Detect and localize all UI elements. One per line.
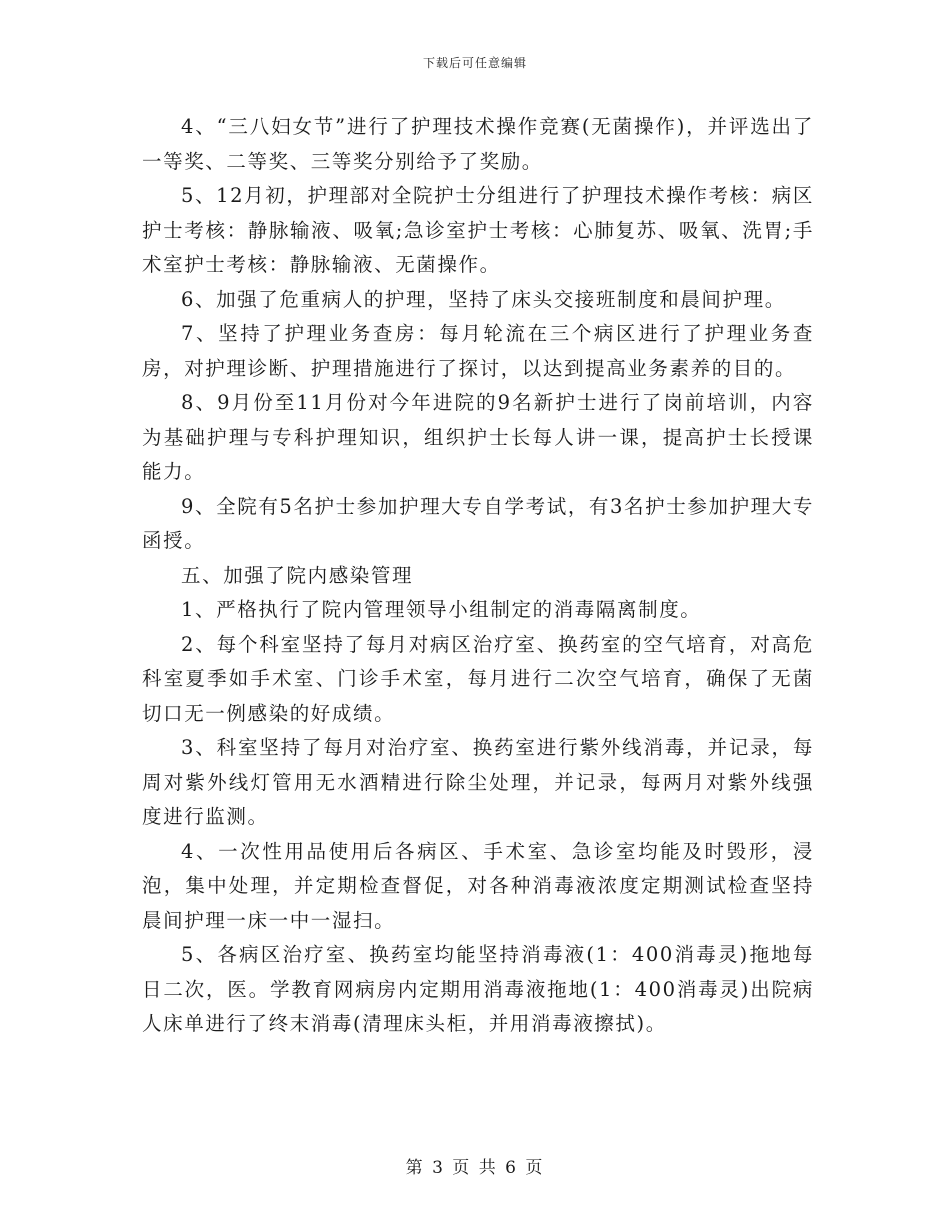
paragraph-item-7: 7、坚持了护理业务查房：每月轮流在三个病区进行了护理业务查房，对护理诊断、护理措施进行了探讨，以达到提高业务素养的目的。	[142, 322, 814, 380]
paragraph-infection-1: 1、严格执行了院内管理领导小组制定的消毒隔离制度。	[181, 598, 702, 621]
section-heading-five: 五、加强了院内感染管理	[181, 563, 414, 587]
paragraph-infection-5: 5、各病区治疗室、换药室均能坚持消毒液(1：400消毒灵)拖地每日二次，医。学教育网病房内定期用消毒液拖地(1：400消毒灵)出院病人床单进行了终末消毒(清理床头柜，并用消毒液擦拭)。	[142, 943, 814, 1035]
paragraph-item-9: 9、全院有5名护士参加护理大专自学考试，有3名护士参加护理大专函授。	[142, 494, 814, 552]
paragraph-infection-2: 2、每个科室坚持了每月对病区治疗室、换药室的空气培育，对高危科室夏季如手术室、门诊手术室，每月进行二次空气培育，确保了无菌切口无一例感染的好成绩。	[142, 632, 814, 725]
page-header-note: 下载后可任意编辑	[422, 56, 527, 70]
paragraph-infection-4: 4、一次性用品使用后各病区、手术室、急诊室均能及时毁形，浸泡，集中处理，并定期检查督促，对各种消毒液浓度定期测试检查坚持晨间护理一床一中一湿扫。	[142, 839, 814, 932]
paragraph-infection-3: 3、科室坚持了每月对治疗室、换药室进行紫外线消毒，并记录，每周对紫外线灯管用无水酒精进行除尘处理，并记录，每两月对紫外线强度进行监测。	[142, 736, 814, 828]
paragraph-item-6: 6、加强了危重病人的护理，坚持了床头交接班制度和晨间护理。	[181, 287, 786, 311]
paragraph-item-8: 8、9月份至11月份对今年进院的9名新护士进行了岗前培训，内容为基础护理与专科护理知识，组织护士长每人讲一课，提高护士长授课能力。	[142, 391, 814, 483]
page-number: 第 3 页 共 6 页	[405, 1158, 545, 1178]
paragraph-item-5: 5、12月初，护理部对全院护士分组进行了护理技术操作考核：病区护士考核：静脉输液、吸氧;急诊室护士考核：心肺复苏、吸氧、洗胃;手术室护士考核：静脉输液、无菌操作。	[142, 184, 814, 276]
document-body	[142, 110, 814, 1042]
paragraph-item-4: 4、“三八妇女节”进行了护理技术操作竞赛(无菌操作)，并评选出了一等奖、二等奖、三等奖分别给予了奖励。	[142, 115, 814, 173]
